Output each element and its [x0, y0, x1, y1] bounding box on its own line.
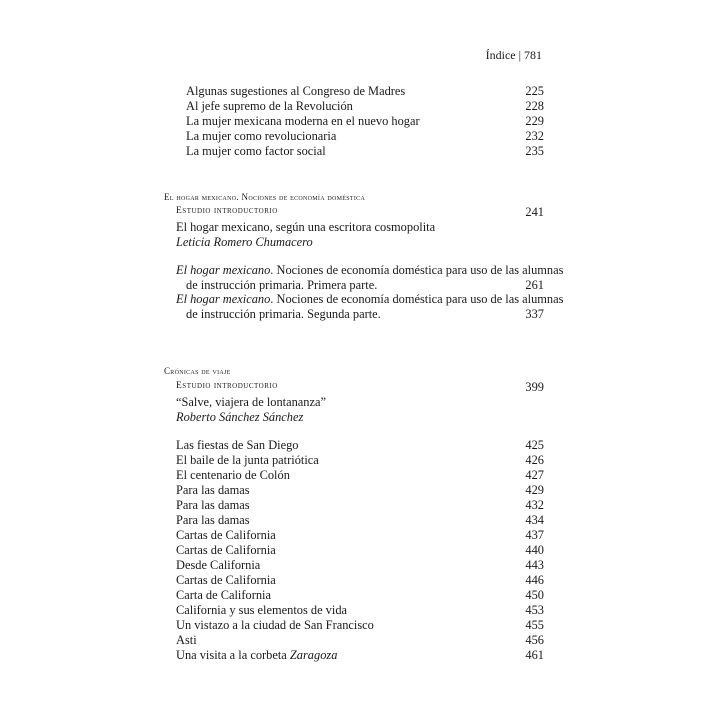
toc-entry-page: 437: [525, 528, 544, 542]
toc-entry-page: 453: [525, 603, 544, 617]
toc-entry-title: Un vistazo a la ciudad de San Francisco: [176, 618, 374, 632]
toc-entry-title: Asti: [176, 633, 197, 647]
section-heading: El hogar mexicano. Nociones de economía doméstica: [164, 192, 366, 202]
toc-entry-title: La mujer como revolucionaria: [186, 129, 337, 143]
toc-entry-page: 228: [525, 99, 544, 113]
toc-entry-page: 461: [525, 648, 544, 662]
toc-entry-title: Para las damas: [176, 513, 250, 527]
toc-entry-page: 450: [525, 588, 544, 602]
study-page: 241: [525, 205, 544, 219]
toc-entry-page: 337: [525, 307, 544, 321]
toc-entry-page: 446: [525, 573, 544, 587]
toc-entry-title: Desde California: [176, 558, 261, 572]
study-label: Estudio introductorio: [176, 206, 278, 216]
toc-entry-title: Una visita a la corbeta Zaragoza: [176, 648, 338, 662]
toc-entry-title: La mujer mexicana moderna en el nuevo hogar: [186, 114, 420, 128]
toc-entry-title-cont: de instrucción primaria. Primera parte.: [186, 278, 378, 292]
toc-entry-title: California y sus elementos de vida: [176, 603, 348, 617]
toc-entry-title: La mujer como factor social: [186, 144, 326, 158]
toc-entry-title: El centenario de Colón: [176, 468, 290, 482]
toc-entry-page: 426: [525, 453, 544, 467]
study-title: “Salve, viajera de lontananza”: [176, 395, 326, 409]
toc-entry-page: 443: [525, 558, 544, 572]
toc-entry-page: 440: [525, 543, 544, 557]
study-author: Roberto Sánchez Sánchez: [176, 410, 304, 424]
toc-entry-title: Las fiestas de San Diego: [176, 438, 299, 452]
section-heading: Crónicas de viaje: [164, 366, 231, 376]
toc-entry-page: 425: [525, 438, 544, 452]
study-author: Leticia Romero Chumacero: [176, 235, 313, 249]
toc-entry-title: Para las damas: [176, 498, 250, 512]
toc-entry-page: 455: [525, 618, 544, 632]
toc-entry-title: Carta de California: [176, 588, 271, 602]
toc-entry-page: 229: [525, 114, 544, 128]
toc-entry-title: Cartas de California: [176, 543, 276, 557]
toc-entry-title: Al jefe supremo de la Revolución: [186, 99, 353, 113]
toc-entry-page: 434: [525, 513, 544, 527]
toc-entry-page: 261: [525, 278, 544, 292]
toc-entry-title: El hogar mexicano. Nociones de economía doméstica para uso de las alumnas: [176, 292, 564, 306]
toc-entry-title: Cartas de California: [176, 528, 276, 542]
toc-entry-title: Para las damas: [176, 483, 250, 497]
toc-entry-title-cont: de instrucción primaria. Segunda parte.: [186, 307, 381, 321]
toc-entry-page: 432: [525, 498, 544, 512]
study-label: Estudio introductorio: [176, 381, 278, 391]
running-head: Índice | 781: [485, 48, 542, 62]
toc-entry-page: 232: [525, 129, 544, 143]
toc-entry-title: El hogar mexicano. Nociones de economía doméstica para uso de las alumnas: [176, 263, 564, 277]
study-title: El hogar mexicano, según una escritora cosmopolita: [176, 220, 436, 234]
toc-entry-page: 456: [525, 633, 544, 647]
toc-entry-title: El baile de la junta patriótica: [176, 453, 319, 467]
toc-entry-page: 235: [525, 144, 544, 158]
toc-entry-page: 427: [525, 468, 544, 482]
toc-entry-title: Cartas de California: [176, 573, 276, 587]
toc-entry-page: 225: [525, 84, 544, 98]
study-page: 399: [525, 380, 544, 394]
toc-entry-title: Algunas sugestiones al Congreso de Madres: [186, 84, 406, 98]
toc-entry-page: 429: [525, 483, 544, 497]
